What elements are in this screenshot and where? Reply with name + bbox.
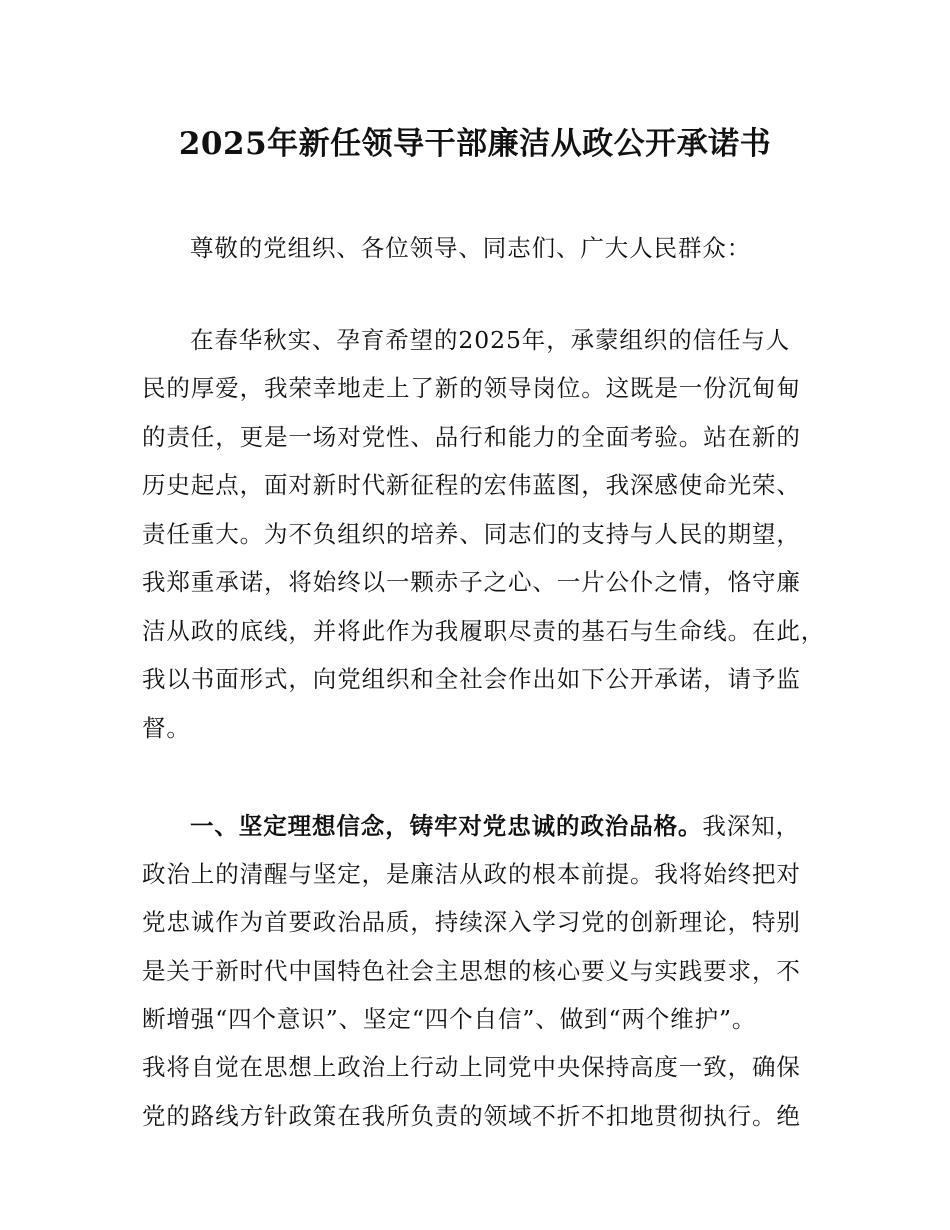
paragraph-line: 是关于新时代中国特色社会主思想的核心要义与实践要求，不 [142, 957, 801, 985]
paragraph-text: 我深知， [702, 812, 801, 840]
salutation: 尊敬的党组织、各位领导、同志们、广大人民群众： [190, 234, 752, 262]
section-heading-line [190, 811, 800, 841]
paragraph-line: 的责任，更是一场对党性、品行和能力的全面考验。站在新的 [142, 423, 801, 451]
document-title: 2025年新任领导干部廉洁从政公开承诺书 [178, 126, 772, 162]
paragraph-line: 我将自觉在思想上政治上行动上同党中央保持高度一致，确保 [142, 1053, 801, 1081]
paragraph-line: 责任重大。为不负组织的培养、同志们的支持与人民的期望， [142, 520, 801, 548]
section-heading: 一、坚定理想信念，铸牢对党忠诚的政治品格。 [190, 812, 703, 840]
paragraph-line: 断增强“四个意识”、坚定“四个自信”、做到“两个维护”。 [142, 1005, 757, 1033]
paragraph-line: 党的路线方针政策在我所负责的领域不折不扣地贯彻执行。绝 [142, 1102, 801, 1130]
paragraph-line: 在春华秋实、孕育希望的2025年，承蒙组织的信任与人 [190, 326, 791, 354]
paragraph-line: 洁从政的底线，并将此作为我履职尽责的基石与生命线。在此， [142, 617, 826, 645]
paragraph-line: 党忠诚作为首要政治品质，持续深入学习党的创新理论，特别 [142, 908, 801, 936]
paragraph-line: 督。 [142, 714, 191, 742]
paragraph-line: 民的厚爱，我荣幸地走上了新的领导岗位。这既是一份沉甸甸 [142, 374, 801, 402]
paragraph-line: 历史起点，面对新时代新征程的宏伟蓝图，我深感使命光荣、 [142, 471, 801, 499]
paragraph-line: 我郑重承诺，将始终以一颗赤子之心、一片公仆之情，恪守廉 [142, 568, 801, 596]
paragraph-line: 我以书面形式，向党组织和全社会作出如下公开承诺，请予监 [142, 665, 801, 693]
paragraph-line: 政治上的清醒与坚定，是廉洁从政的根本前提。我将始终把对 [142, 860, 801, 888]
